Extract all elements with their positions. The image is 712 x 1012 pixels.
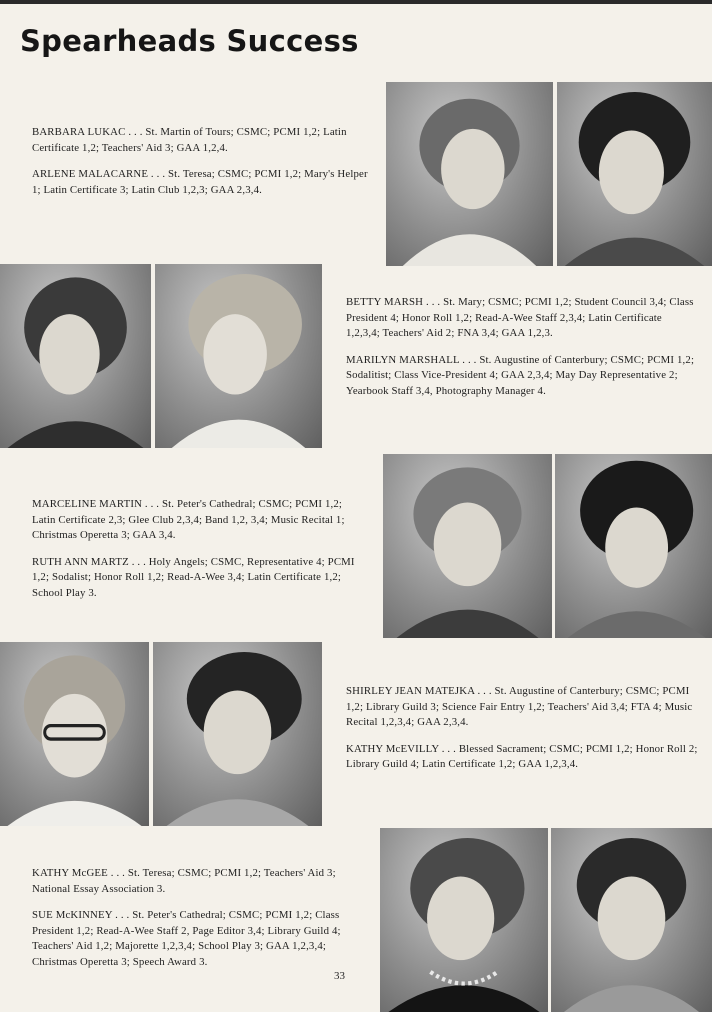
student-details: . . . St. Peter's Cathedral; CSMC; PCMI 1,2; Latin Certificate 2,3; Glee Club 2,3,4; Band 1,2, 3,4; Music Recital 1; Christmas Operetta 3; GAA 3,4. bbox=[32, 498, 345, 541]
student-name: SHIRLEY JEAN MATEJKA bbox=[346, 685, 475, 697]
bio-group-2 bbox=[346, 295, 698, 399]
bio-entry bbox=[346, 684, 698, 731]
bio-group-5 bbox=[32, 866, 367, 970]
page-number: 33 bbox=[334, 970, 345, 982]
portrait-illustration bbox=[386, 82, 553, 266]
student-name: BETTY MARSH bbox=[346, 296, 424, 308]
student-details: . . . St. Augustine of Canterbury; CSMC; PCMI 1,2; Sodalitist; Class Vice-President 4; GAA 2,3,4; May Day Representative 2; Yearbook Staff 3,4, Photography Manager 4. bbox=[346, 353, 695, 397]
portrait-photo bbox=[551, 828, 712, 1012]
portrait-photo bbox=[153, 642, 322, 826]
portrait-illustration bbox=[551, 828, 712, 1012]
student-details: . . . St. Teresa; CSMC; PCMI 1,2; Teachers' Aid 3; National Essay Association 3. bbox=[32, 867, 336, 895]
page-title: Spearheads Success bbox=[20, 24, 359, 58]
portrait-illustration bbox=[155, 264, 322, 448]
student-details: . . . Holy Angels; CSMC, Representative 4; PCMI 1,2; Sodalist; Honor Roll 1,2; Read-A-Wee 3,4; Latin Certificate 1,2; School Play 3. bbox=[32, 555, 355, 599]
student-name: ARLENE MALACARNE bbox=[32, 168, 149, 180]
portrait-photo bbox=[386, 82, 553, 266]
student-name: KATHY McEVILLY bbox=[346, 742, 439, 755]
student-details: . . . St. Mary; CSMC; PCMI 1,2; Student Council 3,4; Class President 4; Honor Roll 1,2; Read-A-Wee Staff 2,3,4; Latin Certificate 1,2,3,4; Teachers' Aid 2; FNA 3,4; GAA 1,2,3. bbox=[346, 296, 694, 339]
portrait-photo bbox=[0, 642, 149, 826]
portrait-illustration bbox=[555, 454, 712, 638]
student-details: . . . Blessed Sacrament; CSMC; PCMI 1,2; Honor Roll 2; Library Guild 4; Latin Certificate 1,2; GAA 1,2,3,4. bbox=[346, 742, 698, 770]
student-details: . . . St. Teresa; CSMC; PCMI 1,2; Mary's Helper 1; Latin Certificate 3; Latin Club 1,2,3; GAA 2,3,4. bbox=[32, 168, 368, 196]
portrait-photo bbox=[0, 264, 151, 448]
bio-entry bbox=[32, 167, 377, 198]
portrait-illustration bbox=[383, 454, 552, 638]
bio-group-4 bbox=[346, 684, 698, 773]
student-name: KATHY McGEE bbox=[32, 867, 108, 879]
portrait-illustration bbox=[0, 642, 149, 826]
portrait-photo bbox=[380, 828, 548, 1012]
bio-entry bbox=[32, 908, 367, 970]
student-name: MARCELINE MARTIN bbox=[32, 498, 143, 510]
page-top-rule bbox=[0, 0, 712, 4]
portrait-photo bbox=[555, 454, 712, 638]
bio-entry bbox=[32, 555, 367, 602]
student-name: SUE McKINNEY bbox=[32, 909, 113, 921]
portrait-illustration bbox=[0, 264, 151, 448]
bio-group-3 bbox=[32, 497, 367, 601]
student-name: MARILYN MARSHALL bbox=[346, 353, 460, 366]
bio-entry bbox=[32, 125, 377, 156]
portrait-illustration bbox=[153, 642, 322, 826]
portrait-photo bbox=[155, 264, 322, 448]
student-details: . . . St. Peter's Cathedral; CSMC; PCMI 1,2; Class President 1,2; Read-A-Wee Staff 2, Page Editor 3,4; Library Guild 4; Teachers' Aid 1,2; Majorette 1,2,3,4; School Play 3; GAA 1,2,3,4; Christmas Operetta 3; Speech Award 3. bbox=[32, 909, 341, 968]
student-details: . . . St. Martin of Tours; CSMC; PCMI 1,2; Latin Certificate 1,2; Teachers' Aid 3; GAA 1,2,4. bbox=[32, 126, 347, 154]
bio-group-1 bbox=[32, 125, 377, 198]
student-details: . . . St. Augustine of Canterbury; CSMC; PCMI 1,2; Library Guild 3; Science Fair Entry 1,2; Teachers' Aid 3,4; FTA 4; Music Recital 1,2,3,4; GAA 2,3,4. bbox=[346, 685, 693, 728]
student-name: BARBARA LUKAC bbox=[32, 126, 126, 138]
bio-entry bbox=[346, 742, 698, 773]
bio-entry bbox=[346, 353, 698, 400]
student-name: RUTH ANN MARTZ bbox=[32, 555, 129, 568]
bio-entry bbox=[32, 866, 367, 897]
portrait-illustration bbox=[557, 82, 712, 266]
portrait-illustration bbox=[380, 828, 548, 1012]
portrait-photo bbox=[557, 82, 712, 266]
portrait-photo bbox=[383, 454, 552, 638]
bio-entry bbox=[346, 295, 698, 342]
bio-entry bbox=[32, 497, 367, 544]
